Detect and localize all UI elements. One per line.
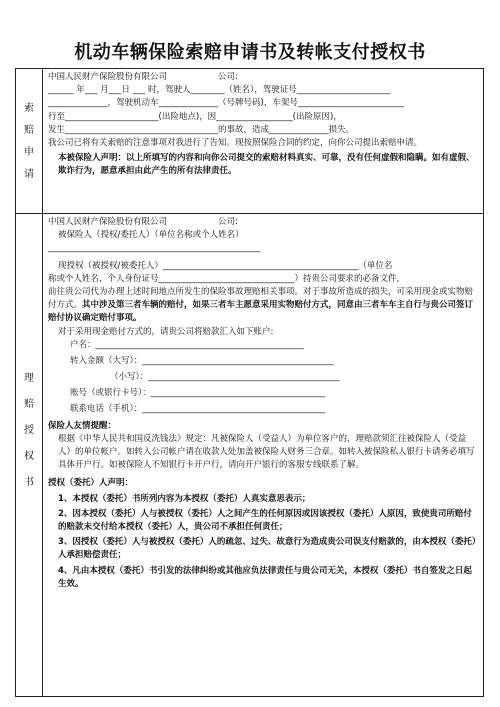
auth-label-char-3: 授 <box>24 425 34 436</box>
statement-item-4: 4、凡由本授权（委托）书引发的法律纠纷或其他应负法律责任与贵公司无关，本授权（委托）书自签发之日起生效。 <box>58 565 472 589</box>
statement-item-2: 2、因本授权（委托）人与被授权（委托）人之间产生的任何原因或因该授权（委托）人原因，致使贵司所赔付的赔款未交付给本授权（委托）人，贵公司不承担任何责任； <box>58 508 472 533</box>
auth-label-char-1: 理 <box>24 373 34 384</box>
statement-item-1: 1、本授权（委托）书所列内容为本授权（委托）人真实意思表示； <box>58 493 311 504</box>
auth-company-line: 中国人民财产保险股份有限公司 公司: <box>48 217 238 227</box>
auth-content <box>48 216 478 591</box>
claim-vehicle-line: ______________，驾驶机动车______________（号牌号码)，车架号_________________________ <box>48 98 405 109</box>
auth-body-paragraph <box>48 286 478 326</box>
auth-id-line: 称或个人姓名，个人身份证号________________________________）持贵公司要求的必备文件， <box>48 273 406 284</box>
auth-account-name-line: 户名：_________________________________________________ <box>70 339 304 350</box>
claim-location-line: 行至______________________(出险地点)，因__________________(出险原因)， <box>48 111 342 122</box>
statement-title: 授权（委托）人声明： <box>48 478 134 489</box>
claim-company-line: 中国人民财产保险股份有限公司 公司: <box>48 72 238 82</box>
auth-label-char-2: 赔 <box>24 399 34 410</box>
auth-cash-intro: 对于采用现金赔付方式的，请贵公司将赔款汇入如下账户: <box>58 326 274 337</box>
claim-accident-line: 发生____________________________________的事故，造成______________损失。 <box>48 124 355 135</box>
auth-phone-line: 联系电话（手机）：___________________________________________ <box>70 404 326 415</box>
claim-label-char-3: 申 <box>24 147 34 158</box>
auth-amount-upper-line: 转入金额（大写）：_____________________________________________ <box>70 355 334 366</box>
reminder-title: 保险人友情提醒： <box>48 420 117 431</box>
auth-body-text: 前往贵公司代为办理上述时间地点所发生的保险事故理赔相关事项。对于事故所造成的损失，可采用现金或实物赔付方式。 <box>48 286 474 311</box>
auth-amount-lower-line: （小写）：_____________________________________________ <box>110 372 340 383</box>
statement-item-3: 3、因授权（委托）人与被授权（委托）人的疏忽、过失、故意行为造成贵公司误支付赔款的，由本授权（委托）人承担赔偿责任； <box>58 537 477 561</box>
claim-label-char-1: 索 <box>24 103 34 114</box>
section-divider <box>15 213 484 214</box>
auth-insured-line: 被保险人（授权/委托人）（单位名称或个人姓名） <box>58 230 244 241</box>
claim-content <box>48 71 478 179</box>
auth-label-char-4: 权 <box>24 451 34 462</box>
claim-declaration: 本被保险人声明：以上所填写的内容和向你公司提交的索赔材料真实、可靠，没有任何虚假和隐瞒。如有虚假、欺诈行为，愿意承担由此产生的所有法律责任。 <box>58 153 475 177</box>
auth-body-bold-text: 其中涉及第三者车辆的赔付，如果三者车主愿意采用实物赔付方式，同意由三者车车主自行与贵公司签订赔付协议确定赔付事项。 <box>48 300 474 324</box>
claim-notice-line: 我公司已将有关索赔的注意事项对我进行了告知。现按照保险合同的约定，向你公司提出索赔申请。 <box>48 137 423 148</box>
auth-grantee-line: 现授权（被授权/被委托人）______________________________________________（单位名 <box>58 260 393 271</box>
auth-insured-blank: __________________________________________________ <box>48 243 261 254</box>
claim-label-column <box>15 68 43 213</box>
auth-label-char-5: 书 <box>24 477 34 488</box>
document-title: 机动车辆保险索赔申请书及转帐支付授权书 <box>74 42 426 63</box>
claim-label-char-4: 请 <box>24 169 34 180</box>
claim-date-driver-line: ______ 年___ 月___日 ___ 时，驾驶人________（姓名），驾驶证号______________________ <box>48 85 391 96</box>
reminder-text: 根据《中华人民共和国反洗钱法》规定：凡被保险人（受益人）为单位客户的，理赔款须汇往被保险人（受益人）的单位帐户。如转入公司帐户请在收款人处加盖被保险人财务三合章。如转入被保险私人银行卡请务必填写具体开户行。如被保险人不知银行卡开户行，请向开户银行的客服专线联系了解。 <box>58 433 475 471</box>
claim-label-char-2: 赔 <box>24 125 34 136</box>
auth-label-column <box>15 213 43 697</box>
auth-account-number-line: 账号（或银行卡号）：_________________________________________ <box>70 388 326 399</box>
